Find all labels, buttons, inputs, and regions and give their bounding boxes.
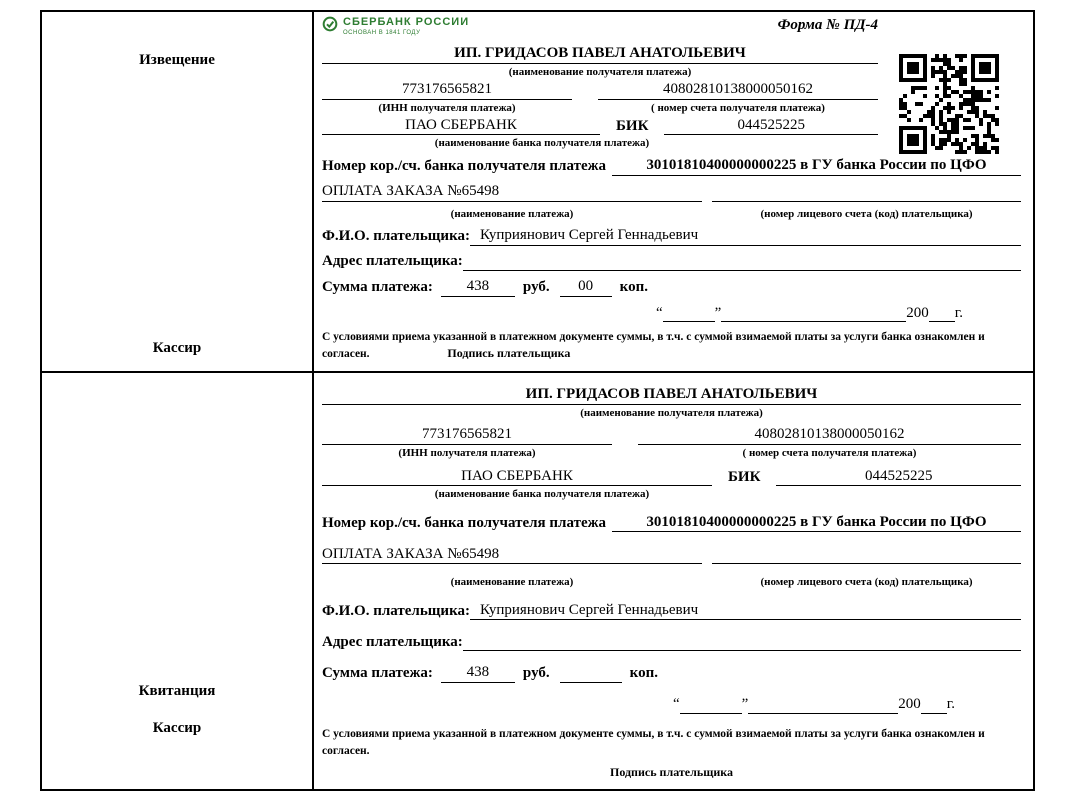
terms-text: С условиями приема указанной в платежном документе суммы, в т.ч. с суммой взимаемой платы за услуги банка ознакомлен и согласен. — [322, 728, 985, 757]
recipient-name-label: (наименование получателя платежа) — [580, 406, 763, 419]
corr-account-label: Номер кор./сч. банка получателя платежа — [322, 157, 606, 174]
payment-form-pd4 — [40, 10, 1035, 791]
inn-label: (ИНН получателя платежа) — [398, 446, 536, 459]
rub-label: руб. — [522, 279, 550, 296]
payment-name-label: (наименование платежа) — [450, 207, 574, 220]
payer-address-row — [322, 633, 1021, 652]
notice-stub — [42, 12, 314, 371]
amount-label: Сумма платежа: — [322, 279, 433, 296]
inn-field: 773176565821 — [322, 80, 572, 100]
payer-name-field: Куприянович Сергей Геннадьевич — [470, 601, 1021, 621]
account-label: ( номер счета получателя платежа) — [651, 101, 825, 114]
account-label: ( номер счета получателя платежа) — [742, 446, 917, 459]
payer-name-label: Ф.И.О. плательщика: — [322, 228, 470, 245]
qr-code — [899, 54, 999, 154]
sberbank-logo-text: СБЕРБАНК РОССИИ — [343, 16, 470, 28]
date-year-suffix: г. — [954, 304, 963, 321]
date-month-field — [721, 305, 906, 322]
receipt-title: Квитанция — [138, 683, 216, 699]
cashier-label: Кассир — [152, 340, 202, 356]
kop-label: коп. — [629, 665, 658, 682]
payer-name-field: Куприянович Сергей Геннадьевич — [470, 226, 1021, 246]
amount-kop-field: 00 — [560, 277, 612, 297]
notice-content — [314, 12, 1033, 371]
receipt-section — [42, 373, 1033, 789]
corr-account-field: 30101810400000000225 в ГУ банка России по ЦФО — [612, 513, 1021, 533]
inn-field: 773176565821 — [322, 425, 612, 445]
account-field: 40802810138000050162 — [598, 80, 878, 100]
date-year-prefix: 200 — [906, 304, 929, 321]
payment-name-label: (наименование платежа) — [450, 576, 574, 589]
form-number: Форма № ПД-4 — [777, 17, 878, 33]
corr-account-label: Номер кор./сч. банка получателя платежа — [322, 514, 606, 531]
bik-field: 044525225 — [664, 116, 878, 136]
corr-account-field: 30101810400000000225 в ГУ банка России по ЦФО — [612, 156, 1021, 176]
sberbank-logo-subtitle: ОСНОВАН В 1841 ГОДУ — [343, 29, 421, 36]
personal-account-field — [712, 201, 1021, 202]
personal-account-field — [712, 563, 1021, 564]
payment-labels-row — [322, 576, 1021, 588]
corr-account-row — [322, 156, 1021, 176]
bank-name-field: ПАО СБЕРБАНК — [322, 116, 600, 136]
recipient-block — [322, 44, 878, 150]
payment-name-row — [322, 182, 1021, 202]
date-day-field — [680, 697, 742, 714]
payer-address-label: Адрес плательщика: — [322, 253, 463, 270]
bik-label: БИК — [616, 117, 649, 134]
amount-rub-field: 438 — [441, 663, 515, 683]
terms-block — [322, 726, 1021, 781]
date-row — [322, 695, 955, 714]
personal-account-label: (номер лицевого счета (код) плательщика) — [760, 207, 973, 220]
amount-kop-field — [560, 682, 622, 683]
payer-name-label: Ф.И.О. плательщика: — [322, 602, 470, 619]
bank-name-field: ПАО СБЕРБАНК — [322, 467, 712, 487]
amount-rub-field: 438 — [441, 277, 515, 297]
payment-name-field: ОПЛАТА ЗАКАЗА №65498 — [322, 545, 702, 565]
notice-header — [322, 16, 878, 38]
payer-address-field — [463, 650, 1021, 651]
receipt-content — [314, 373, 1033, 789]
terms-text: С условиями приема указанной в платежном документе суммы, в т.ч. с суммой взимаемой платы за услуги банка ознакомлен и согласен. — [322, 330, 985, 361]
date-quote-close: ” — [714, 304, 722, 321]
notice-section — [42, 12, 1033, 373]
bank-name-label: (наименование банка получателя платежа) — [434, 488, 650, 501]
payer-name-row — [322, 601, 1021, 621]
date-quote-open: “ — [655, 304, 663, 321]
recipient-block — [322, 385, 1021, 501]
date-row — [322, 304, 963, 323]
date-year-field — [929, 305, 955, 322]
payer-name-row — [322, 226, 1021, 246]
payer-address-row — [322, 252, 1021, 271]
amount-label: Сумма платежа: — [322, 665, 433, 682]
date-month-field — [748, 697, 898, 714]
date-year-prefix: 200 — [898, 696, 921, 713]
bik-label: БИК — [728, 468, 761, 485]
recipient-name-field: ИП. ГРИДАСОВ ПАВЕЛ АНАТОЛЬЕВИЧ — [322, 385, 1021, 405]
inn-label: (ИНН получателя платежа) — [378, 101, 516, 114]
date-quote-open: “ — [672, 696, 680, 713]
bik-field: 044525225 — [776, 467, 1021, 487]
personal-account-label: (номер лицевого счета (код) плательщика) — [760, 576, 973, 589]
payer-address-label: Адрес плательщика: — [322, 633, 463, 650]
recipient-name-field: ИП. ГРИДАСОВ ПАВЕЛ АНАТОЛЬЕВИЧ — [322, 44, 878, 64]
payment-name-row — [322, 545, 1021, 565]
kop-label: коп. — [619, 279, 648, 296]
rub-label: руб. — [522, 665, 550, 682]
bank-name-label: (наименование банка получателя платежа) — [434, 137, 650, 150]
payer-address-field — [463, 270, 1021, 271]
notice-title: Извещение — [139, 52, 215, 68]
date-day-field — [663, 305, 715, 322]
payer-signature-label: Подпись плательщика — [610, 764, 733, 779]
receipt-stub — [42, 373, 314, 789]
payment-labels-row — [322, 208, 1021, 220]
amount-row — [322, 277, 1021, 297]
cashier-label: Кассир — [152, 720, 202, 736]
account-field: 40802810138000050162 — [638, 425, 1021, 445]
date-year-field — [921, 697, 947, 714]
payer-signature-label: Подпись плательщика — [447, 346, 571, 361]
recipient-name-label: (наименование получателя платежа) — [508, 65, 692, 78]
date-year-suffix: г. — [946, 696, 955, 713]
corr-account-row — [322, 513, 1021, 533]
sberbank-logo-icon — [322, 16, 338, 38]
payment-name-field: ОПЛАТА ЗАКАЗА №65498 — [322, 182, 702, 202]
amount-row — [322, 663, 1021, 683]
sberbank-logo — [322, 16, 469, 38]
terms-block — [322, 329, 1021, 363]
date-quote-close: ” — [741, 696, 749, 713]
